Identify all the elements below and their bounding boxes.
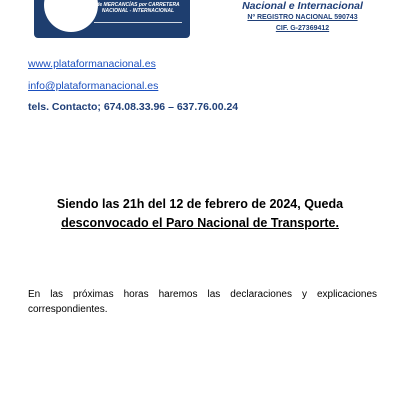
organization-logo [34, 0, 190, 38]
logo-text-line1: de MERCANCÍAS por CARRETERA [96, 2, 180, 8]
statement-line1: Siendo las 21h del 12 de febrero de 2024, Queda [56, 197, 344, 211]
main-statement [20, 195, 380, 233]
statement-line2: desconvocado el Paro Nacional de Transporte. [61, 216, 339, 230]
header-info [210, 0, 395, 34]
contact-phones: tels. Contacto; 674.08.33.96 – 637.76.00.24 [28, 101, 239, 113]
closing-line1: En las próximas horas haremos las declaraciones y explicaciones [28, 289, 377, 300]
header-title: Nacional e Internacional [242, 0, 363, 12]
closing-line2: correspondientes. [28, 304, 108, 315]
logo-text-line2: NACIONAL - INTERNACIONAL [101, 8, 175, 14]
closing-paragraph [28, 287, 377, 317]
logo-emblem [44, 0, 98, 32]
website-link[interactable]: www.plataformanacional.es [28, 58, 156, 70]
registry-number: Nº REGISTRO NACIONAL 590743 [247, 14, 358, 21]
logo-text [92, 2, 184, 14]
cif-number: CIF. G-27369412 [275, 25, 330, 32]
logo-divider [94, 22, 182, 23]
email-link[interactable]: info@plataformanacional.es [28, 80, 159, 92]
